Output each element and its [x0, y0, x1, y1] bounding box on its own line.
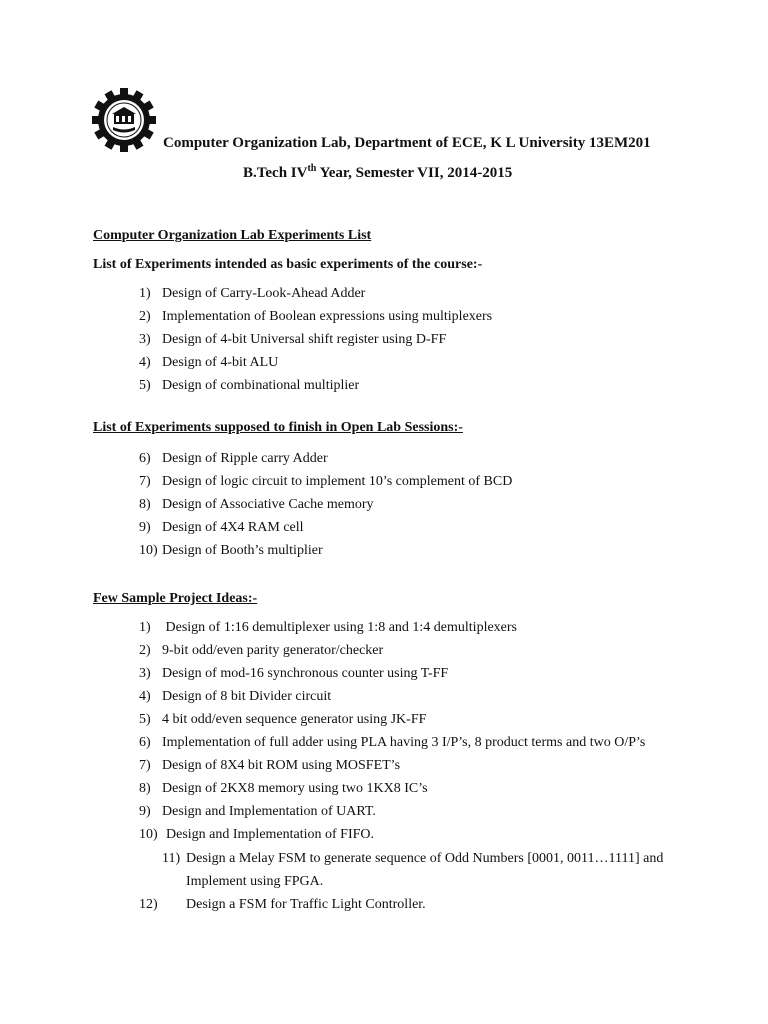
- list-item: 10) Design and Implementation of FIFO.: [139, 827, 375, 842]
- document-title: Computer Organization Lab, Department of ECE, K L University 13EM201: [163, 135, 651, 151]
- open-lab-heading: List of Experiments supposed to finish in Open Lab Sessions:-: [93, 420, 463, 435]
- list-item: 9) Design and Implementation of UART.: [139, 804, 376, 819]
- list-item: 4) Design of 4-bit ALU: [139, 355, 279, 370]
- list-item: 10) Design of Booth’s multiplier: [139, 543, 323, 558]
- list-item: 12) Design a FSM for Traffic Light Controller.: [139, 897, 426, 912]
- experiments-list-heading: Computer Organization Lab Experiments List: [93, 228, 372, 243]
- list-item: 6) Design of Ripple carry Adder: [139, 451, 328, 466]
- list-item: 7) Design of 8X4 bit ROM using MOSFET’s: [139, 758, 401, 773]
- project-ideas-heading: Few Sample Project Ideas:-: [93, 591, 258, 606]
- university-seal-logo: [92, 88, 156, 152]
- list-item: 9) Design of 4X4 RAM cell: [139, 520, 304, 535]
- document-subtitle: B.Tech IVth Year, Semester VII, 2014-2015: [243, 163, 513, 181]
- list-item: 7) Design of logic circuit to implement 10’s complement of BCD: [139, 474, 513, 489]
- list-item: 1) Design of Carry-Look-Ahead Adder: [139, 286, 366, 301]
- list-item: 3) Design of 4-bit Universal shift register using D-FF: [139, 332, 447, 347]
- list-item: 1) Design of 1:16 demultiplexer using 1:8 and 1:4 demultiplexers: [139, 620, 517, 635]
- list-item: 2) Implementation of Boolean expressions using multiplexers: [139, 309, 493, 324]
- list-item: 11) Design a Melay FSM to generate sequence of Odd Numbers [0001, 0011…1111] and: [162, 851, 664, 866]
- list-item: 4) Design of 8 bit Divider circuit: [139, 689, 332, 704]
- list-item: 5) Design of combinational multiplier: [139, 378, 360, 393]
- list-item-continuation: Implement using FPGA.: [186, 874, 324, 889]
- list-item: 5) 4 bit odd/even sequence generator using JK-FF: [139, 712, 427, 727]
- list-item: 8) Design of Associative Cache memory: [139, 497, 374, 512]
- list-item: 2) 9-bit odd/even parity generator/checker: [139, 643, 384, 658]
- basic-experiments-heading: List of Experiments intended as basic experiments of the course:-: [93, 257, 483, 272]
- list-item: 8) Design of 2KX8 memory using two 1KX8 IC’s: [139, 781, 428, 796]
- list-item: 3) Design of mod-16 synchronous counter using T-FF: [139, 666, 449, 681]
- list-item: 6) Implementation of full adder using PLA having 3 I/P’s, 8 product terms and two O/P’s: [139, 735, 646, 750]
